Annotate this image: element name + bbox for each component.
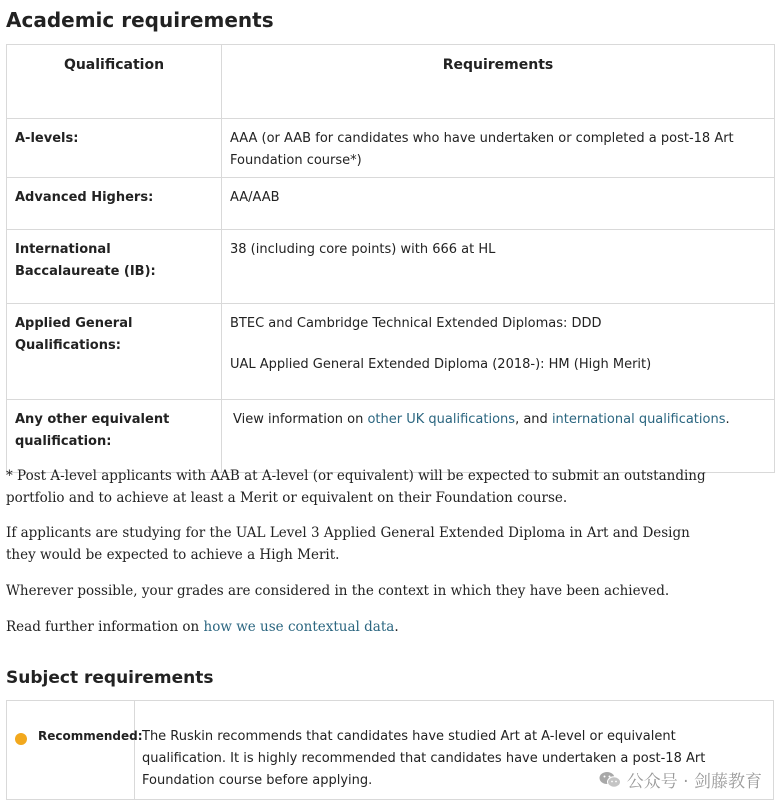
contextual-data-link[interactable]: how we use contextual data (203, 619, 395, 635)
academic-requirements-title: Academic requirements (6, 8, 274, 32)
requirement-cell: AAA (or AAB for candidates who have undertaken or completed a post-18 Art Foundation course*) (222, 119, 775, 178)
international-qualifications-link[interactable]: international qualifications (551, 412, 726, 427)
view-info-text: View information on (233, 412, 368, 427)
period-text: . (725, 412, 730, 427)
other-uk-qualifications-link[interactable]: other UK qualifications (367, 412, 516, 427)
and-text: , and (515, 412, 552, 427)
requirements-table (6, 44, 775, 473)
table-row (7, 119, 775, 178)
table-row (7, 230, 775, 304)
requirement-btec: BTEC and Cambridge Technical Extended Diplomas: DDD (230, 316, 602, 331)
table-row (7, 400, 775, 473)
table-header-row (7, 45, 775, 119)
qualification-cell: International Baccalaureate (IB): (7, 230, 222, 304)
qualification-cell: Advanced Highers: (7, 178, 222, 230)
read-more-prefix: Read further information on (6, 619, 204, 635)
requirements-header: Requirements (222, 45, 775, 119)
table-row (7, 178, 775, 230)
requirement-cell: 38 (including core points) with 666 at HL (222, 230, 775, 304)
recommended-label: Recommended: (38, 729, 143, 743)
requirement-cell (222, 400, 775, 473)
qualification-cell: A-levels: (7, 119, 222, 178)
read-more-suffix: . (394, 619, 399, 635)
footnote-text: * Post A-level applicants with AAB at A-level (or equivalent) will be expected to submit an outstanding portfolio and to achieve at least a Merit or equivalent on their Foundation course. (6, 468, 706, 506)
read-more-text (6, 616, 706, 638)
watermark-text: 公众号 · 剑藤教育 (626, 772, 762, 792)
requirement-cell (222, 304, 775, 400)
qualification-header: Qualification (7, 45, 222, 119)
ual-note-text: If applicants are studying for the UAL Level 3 Applied General Extended Diploma in Art and Design they would be expected to achieve a High Merit. (6, 525, 690, 563)
context-note-text: Wherever possible, your grades are considered in the context in which they have been achieved. (6, 583, 670, 599)
requirement-ual: UAL Applied General Extended Diploma (2018-): HM (High Merit) (230, 357, 652, 372)
requirement-cell: AA/AAB (222, 178, 775, 230)
recommended-dot-icon (15, 733, 27, 745)
watermark (599, 767, 762, 792)
qualification-cell: Any other equivalent qualification: (7, 400, 222, 473)
wechat-icon (599, 771, 621, 789)
recommended-label-cell (7, 701, 143, 799)
qualification-cell: Applied General Qualifications: (7, 304, 222, 400)
subject-requirements-title: Subject requirements (6, 668, 214, 688)
table-row (7, 304, 775, 400)
recommendation-text: The Ruskin recommends that candidates have studied Art at A-level or equivalent qualification. It is highly recommended that candidates have undertaken a post-18 Art Foundation course before applying. (142, 729, 706, 788)
